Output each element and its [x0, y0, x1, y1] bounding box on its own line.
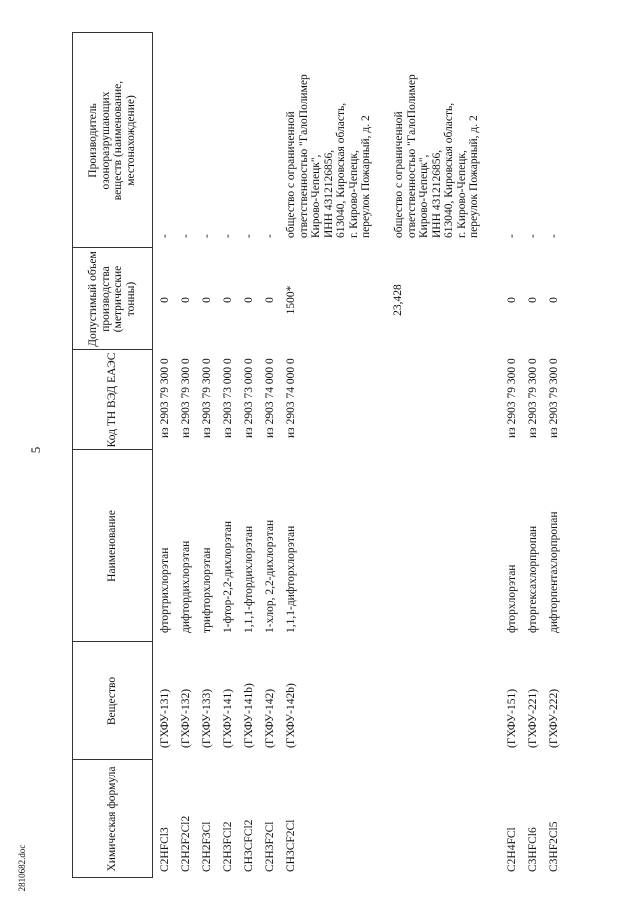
- document-id: 2810682.doc: [17, 844, 27, 892]
- code-cell: из 2903 79 300 0: [527, 358, 539, 438]
- producer-cell: -: [506, 234, 518, 238]
- formula-cell: C2H3F2Cl: [264, 821, 276, 872]
- substance-cell: (ГХФУ-142b): [285, 683, 297, 748]
- header-substance: Вещество: [105, 676, 118, 726]
- name-cell: 1,1,1-фтордихлорэтан: [243, 525, 255, 633]
- header-volume-line: тонны): [124, 281, 137, 317]
- code-cell: из 2903 79 300 0: [159, 358, 171, 438]
- producer-cell: -: [527, 234, 539, 238]
- header-code: Код ТН ВЭД ЕАЭС: [105, 352, 118, 448]
- substance-cell: (ГХФУ-151): [506, 688, 518, 748]
- volume-cell: 0: [180, 297, 192, 303]
- header-producer-line: местонахождение): [124, 95, 137, 186]
- producer-line: г. Кирово-Чепецк,: [347, 150, 360, 238]
- table-row: [177, 32, 197, 878]
- header-producer: [74, 33, 150, 248]
- producer-line: ИНН 4312126856,: [322, 149, 335, 238]
- volume-cell: 0: [548, 297, 560, 303]
- table-row: [545, 32, 565, 878]
- header-producer-line: Производитель: [87, 103, 99, 178]
- name-cell: дифтордихлорэтан: [180, 540, 192, 633]
- code-cell: из 2903 79 300 0: [506, 358, 518, 438]
- table-row: [503, 32, 523, 878]
- header-volume: [74, 248, 150, 350]
- table-row: [261, 32, 281, 878]
- substance-cell: (ГХФУ-222): [548, 688, 560, 748]
- table-row: [282, 32, 502, 878]
- producer-line: переулок Пожарный, д. 2: [360, 115, 372, 238]
- formula-cell: C2H4FCl: [506, 827, 518, 872]
- name-cell: 1,1,1-дифторхлорэтан: [285, 525, 297, 633]
- formula-cell: C2HFCl3: [159, 827, 171, 872]
- rotated-table-container: [72, 32, 620, 878]
- table-row: [240, 32, 260, 878]
- code-cell: из 2903 79 300 0: [548, 358, 560, 438]
- substance-cell: (ГХФУ-221): [527, 688, 539, 748]
- producer-cell: -: [548, 234, 560, 238]
- header-producer-line: озоноразрушающих: [99, 91, 112, 190]
- code-cell: из 2903 79 300 0: [201, 358, 213, 438]
- header-bottom-border: [152, 32, 153, 878]
- header-producer-line: веществ (наименование,: [112, 80, 124, 201]
- formula-cell: C3HFCl6: [527, 827, 539, 872]
- name-cell: дифторпентахлорпропан: [548, 511, 560, 633]
- producer-line: переулок Пожарный, д. 2: [468, 115, 480, 238]
- producer-cell: -: [243, 234, 255, 238]
- page-number: 5: [28, 446, 43, 454]
- volume-cell: 1500*: [285, 285, 297, 315]
- formula-cell: CH3CF2Cl: [285, 819, 297, 872]
- producer-cell: -: [159, 234, 171, 238]
- formula-cell: C2H3FCl2: [222, 821, 234, 872]
- name-cell: фторгексахлорпропан: [527, 525, 539, 633]
- producer-cell: -: [201, 234, 213, 238]
- code-cell: из 2903 74 000 0: [285, 358, 297, 438]
- producer-line: общество с ограниченной: [393, 111, 405, 238]
- producer-line: 613040, Кировская область,: [443, 102, 455, 238]
- substance-cell: (ГХФУ-133): [201, 688, 213, 748]
- code-cell: из 2903 79 300 0: [180, 358, 192, 438]
- code-cell: из 2903 73 000 0: [222, 358, 234, 438]
- producer-cell-second: [393, 38, 481, 238]
- table-top-border: [72, 32, 73, 878]
- producer-line: 613040, Кировская область,: [335, 102, 347, 238]
- formula-cell: C2H2F2Cl2: [180, 815, 192, 872]
- producer-cell: -: [180, 234, 192, 238]
- volume-cell: 0: [159, 297, 171, 303]
- name-cell: фтортрихлорэтан: [159, 547, 171, 633]
- table-row: [219, 32, 239, 878]
- table-row: [198, 32, 218, 878]
- substance-cell: (ГХФУ-142): [264, 688, 276, 748]
- volume-cell: 0: [264, 297, 276, 303]
- code-cell: из 2903 73 000 0: [243, 358, 255, 438]
- substances-table: [72, 32, 620, 878]
- producer-line: Кирово-Чепецк",: [418, 154, 430, 238]
- producer-cell: [285, 38, 373, 238]
- producer-cell: -: [264, 234, 276, 238]
- header-formula: Химическая формула: [105, 766, 118, 872]
- name-cell: 1-фтор-2,2-дихлорэтан: [222, 520, 234, 633]
- volume-cell: 0: [243, 297, 255, 303]
- producer-line: ответственностью "ГалоПолимер: [297, 74, 310, 238]
- volume-cell: 0: [527, 297, 539, 303]
- producer-line: Кирово-Чепецк",: [310, 154, 322, 238]
- volume-cell-second: 23,428: [392, 284, 404, 316]
- substance-cell: (ГХФУ-141b): [243, 683, 255, 748]
- substance-cell: (ГХФУ-132): [180, 688, 192, 748]
- code-cell: из 2903 74 000 0: [264, 358, 276, 438]
- producer-line: общество с ограниченной: [285, 111, 297, 238]
- name-cell: 1-хлор, 2,2-дихлорэтан: [264, 519, 276, 633]
- producer-cell: -: [222, 234, 234, 238]
- name-cell: трифторхлорэтан: [201, 547, 213, 633]
- producer-line: г. Кирово-Чепецк,: [455, 150, 468, 238]
- substance-cell: (ГХФУ-141): [222, 688, 234, 748]
- volume-cell: 0: [506, 297, 518, 303]
- volume-cell: 0: [201, 297, 213, 303]
- header-volume-line: Допустимый объем: [87, 251, 99, 347]
- producer-line: ИНН 4312126856,: [430, 149, 443, 238]
- producer-line: ответственностью "ГалоПолимер: [405, 74, 418, 238]
- formula-cell: C3HF2Cl5: [548, 821, 560, 872]
- volume-cell: 0: [222, 297, 234, 303]
- header-volume-line: производства: [99, 266, 112, 332]
- header-name: Наименование: [105, 510, 118, 582]
- name-cell: фторхлорэтан: [506, 564, 518, 633]
- substance-cell: (ГХФУ-131): [159, 688, 171, 748]
- table-row: [156, 32, 176, 878]
- table-row: [524, 32, 544, 878]
- formula-cell: CH3CFCl2: [243, 819, 255, 872]
- header-volume-line: (метрические: [112, 265, 124, 333]
- formula-cell: C2H2F3Cl: [201, 821, 213, 872]
